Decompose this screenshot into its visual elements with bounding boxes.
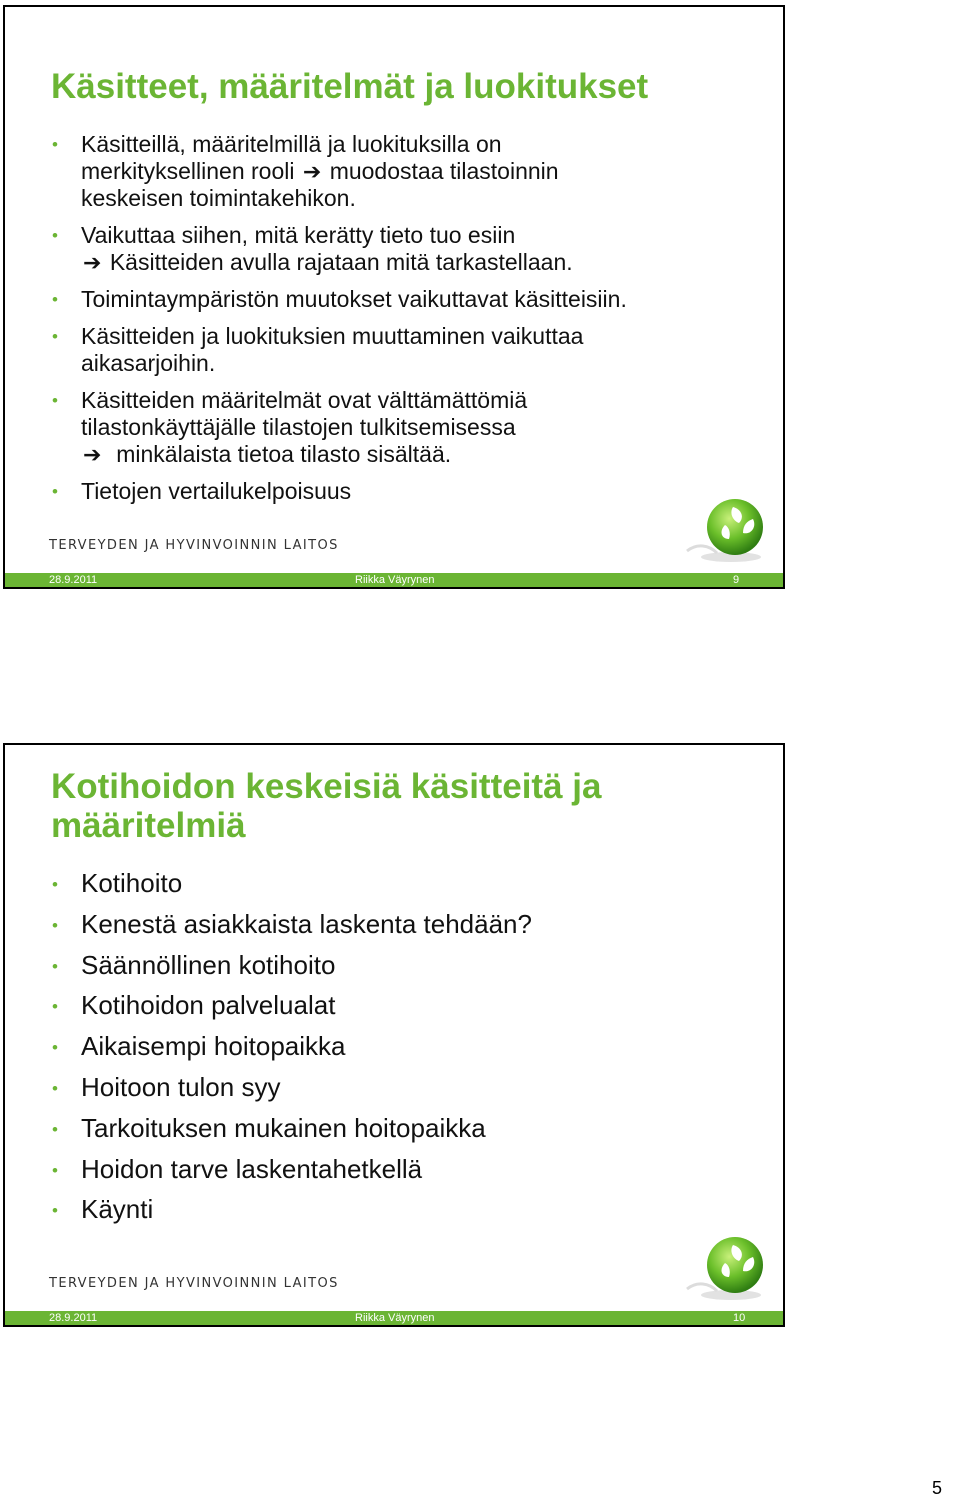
bullet-item	[51, 323, 741, 377]
footer-author: Riikka Väyrynen	[355, 574, 435, 586]
bullet-line: Käsitteiden avulla rajataan mitä tarkastellaan.	[109, 249, 573, 275]
slide-title: Käsitteet, määritelmät ja luokitukset	[51, 67, 649, 106]
bullet-item: • Käynti	[51, 1193, 741, 1225]
bullet-item: • Hoidon tarve laskentahetkellä	[51, 1153, 741, 1185]
footer-slide-number: 9	[733, 574, 740, 586]
footer-slide-number: 10	[733, 1312, 746, 1324]
bullet-item: • Hoitoon tulon syy	[51, 1071, 741, 1103]
bullet-line: • Käsitteillä, määritelmillä ja luokituksilla on	[81, 131, 502, 157]
slide-9	[3, 5, 785, 589]
footer-date: 28.9.2011	[49, 574, 98, 586]
footer-date: 28.9.2011	[49, 1312, 98, 1324]
bullet-line: keskeisen toimintakehikon.	[81, 185, 356, 211]
bullet-line: muodostaa tilastoinnin	[329, 158, 559, 184]
slide-title: Kotihoidon keskeisiä käsitteitä ja määritelmiä	[51, 767, 602, 845]
bullet-list	[51, 131, 741, 515]
arrow-right-icon: ➔	[83, 442, 102, 467]
thl-leaf-ball-logo	[685, 1233, 767, 1303]
slide-10	[3, 743, 785, 1327]
slide-footer	[5, 1311, 783, 1325]
bullet-line: • Käsitteiden määritelmät ovat välttämättömiä	[81, 387, 528, 413]
arrow-right-icon: ➔	[83, 250, 102, 275]
bullet-item	[51, 286, 741, 313]
thl-logo-text: TERVEYDEN JA HYVINVOINNIN LAITOS	[49, 1276, 339, 1291]
bullet-line: merkityksellinen rooli	[81, 158, 295, 184]
bullet-line: • Toimintaympäristön muutokset vaikuttavat käsitteisiin.	[81, 286, 627, 312]
bullet-item: • Aikaisempi hoitopaikka	[51, 1030, 741, 1062]
bullet-item	[51, 478, 741, 505]
bullet-line: • Käsitteiden ja luokituksien muuttaminen vaikuttaa	[81, 323, 584, 349]
bullet-list	[51, 867, 741, 1234]
footer-author: Riikka Väyrynen	[355, 1312, 435, 1324]
bullet-line: tilastonkäyttäjälle tilastojen tulkitsemisessa	[81, 414, 516, 440]
bullet-item	[51, 387, 741, 468]
bullet-item: • Kotihoidon palvelualat	[51, 989, 741, 1021]
bullet-line: aikasarjoihin.	[81, 350, 216, 376]
thl-logo-text: TERVEYDEN JA HYVINVOINNIN LAITOS	[49, 538, 339, 553]
slide-footer	[5, 573, 783, 587]
bullet-item	[51, 222, 741, 276]
page-number: 5	[931, 1478, 942, 1498]
bullet-item: • Tarkoituksen mukainen hoitopaikka	[51, 1112, 741, 1144]
bullet-item: • Kotihoito	[51, 867, 741, 899]
bullet-item: • Säännöllinen kotihoito	[51, 949, 741, 981]
thl-leaf-ball-logo	[685, 495, 767, 565]
bullet-line: • Tietojen vertailukelpoisuus	[81, 478, 352, 504]
bullet-item	[51, 131, 741, 212]
bullet-line: minkälaista tietoa tilasto sisältää.	[116, 441, 452, 467]
bullet-line: • Vaikuttaa siihen, mitä kerätty tieto tuo esiin	[81, 222, 516, 248]
arrow-right-icon: ➔	[302, 159, 322, 184]
bullet-item: • Kenestä asiakkaista laskenta tehdään?	[51, 908, 741, 940]
